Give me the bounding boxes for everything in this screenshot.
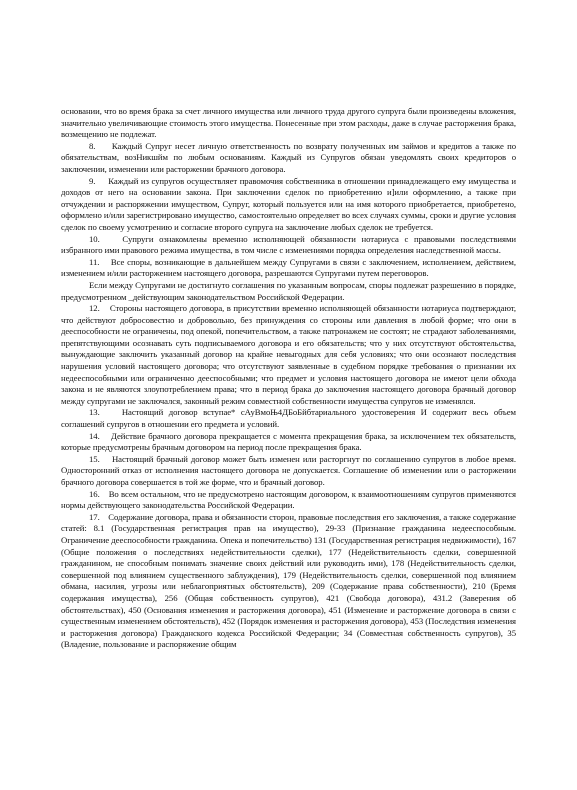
paragraph-11-continued: Если между Супругами не достигнуто соглашения по указанным вопросам, споры подлежат разрешению в порядке, предусмотренном _действующим законодательством Российской Федерации.: [61, 279, 516, 302]
paragraph-14: 14. Действие брачного договора прекращается с момента прекращения брака, за исключением тех обязательств, которые предусмотрены брачным договором на период после прекращения брака.: [61, 430, 516, 453]
paragraph-11: 11. Все споры, возникающие в дальнейшем между Супругами в связи с заключением, исполнением, действием, изменением и/или расторжением настоящего договора, разрешаются Супругами путем переговоров.: [61, 256, 516, 279]
paragraph-15: 15. Настоящий брачный договор может быть изменен или расторгнут по соглашению супругов в любое время. Односторонний отказ от исполнения настоящего договора не допускается. Соглашение об изменении или о расторжении брачного договора совершается в той же форме, что и брачный договор.: [61, 453, 516, 487]
paragraph-17: 17. Содержание договора, права и обязанности сторон, правовые последствия его заключения, а также содержание статей: 8.1 (Государственная регистрация прав на имущество), 29-33 (Признание гражданина недееспособным. Ограничение дееспособности гражданина. Опека и попечительство) 131 (Государственная регистрация недвижимости), 167 (Общие положения о последствиях недействительности сделки), 177 (Недействительность сделки, совершенной гражданином, не способным понимать значение своих действий или руководить ими), 178 (Недействительность сделки, совершенной под влиянием существенного заблуждения), 179 (Недействительность сделки, совершенной под влиянием обмана, насилия, угрозы или неблагоприятных обстоятельств), 209 (Содержание права собственности), 210 (Бремя содержания имущества), 256 (Общая собственность супругов), 421 (Свобода договора), 431.2 (Заверения об обстоятельствах), 450 (Основания изменения и расторжения договора), 451 (Изменение и расторжение договора в связи с существенным изменением обстоятельств), 452 (Порядок изменения и расторжения договора), 453 (Последствия изменения и расторжения договора) Гражданского кодекса Российской Федерации; 34 (Совместная собственность супругов), 35 (Владение, пользование и распоряжение общим: [61, 511, 516, 650]
paragraph-continuation: основании, что во время брака за счет личного имущества или личного труда другого супруга были произведены вложения, значительно увеличивающие стоимость этого имущества. Понесенные при этом расходы, даже в случае расторжения брака, возмещению не подлежат.: [61, 106, 516, 140]
paragraph-9: 9. Каждый из супругов осуществляет правомочия собственника в отношении принадлежащего ему имущества и доходов от него на основании закона. При заключении сделок по приобретению и]или оформлению, а также при отчуждении и распоряжении имуществом, Супруг, который пользуется или на имя которого приобретается, приобретено, оформлено и/или зарегистрировано имущество, самостоятельно определяет во всех случаях суммы, сроки и другие условия сделок по своему усмотрению и согласие второго супруга на заключение любых сделок не требуется.: [61, 175, 517, 232]
paragraph-16: 16. Во всем остальном, что не предусмотрено настоящим договором, к взаимоотношениям супругов применяются нормы действующего законодательства Российской Федерации.: [61, 488, 516, 511]
paragraph-8: 8. Каждый Супруг несет личную ответственность по возврату полученных им займов и кредитов а также по обязательствам, возНикшйм по любым основаниям. Каждый из Супругов обязан уведомлять своих кредиторов о заключении, изменении или расторжении брачного договора.: [61, 140, 516, 174]
paragraph-12: 12. Стороны настоящего договора, в присутствии временно исполняющей обязанности нотариуса подтверждают, что действуют добросовестно и добровольно, без принуждения со стороны или давления в любой форме; что они в дееспособности не ограничены, под опекой, попечительством, а также патронажем не состоят; не страдают заболеваниями, препятствующими осознавать суть подписываемого договора и его обязательств; что у них отсутствуют обстоятельства, вынуждающие заключить указанный договор на крайне невыгодных для себя условиях; что они осознают последствия нарушения условий настоящего договора; что отсутствуют заявленные в судебном порядке требования о признании их недееспособными или ограниченно дееспособными; что предмет и условия настоящего договора не имеют цели обхода закона и не являются злоупотреблением права; что в период брака до заключения настоящего договора брачный договор между супругами не заключался, законный режим совместной собственности имущества супругов не изменялся.: [61, 303, 516, 406]
paragraph-13: 13. Настоящий договор вступае* сАуВмоЊ4ДБоБйбтариального удостоверения И содержит весь объем соглашений супругов в отношении его предмета и условий.: [61, 407, 516, 430]
document-body: [61, 106, 516, 651]
paragraph-10: 10. Супруги ознакомлены временно исполняющей обязанности нотариуса с правовыми последствиями избранного ими правового режима имущества, в том числе с изменениями порядка определения наследственной массы.: [61, 233, 516, 256]
